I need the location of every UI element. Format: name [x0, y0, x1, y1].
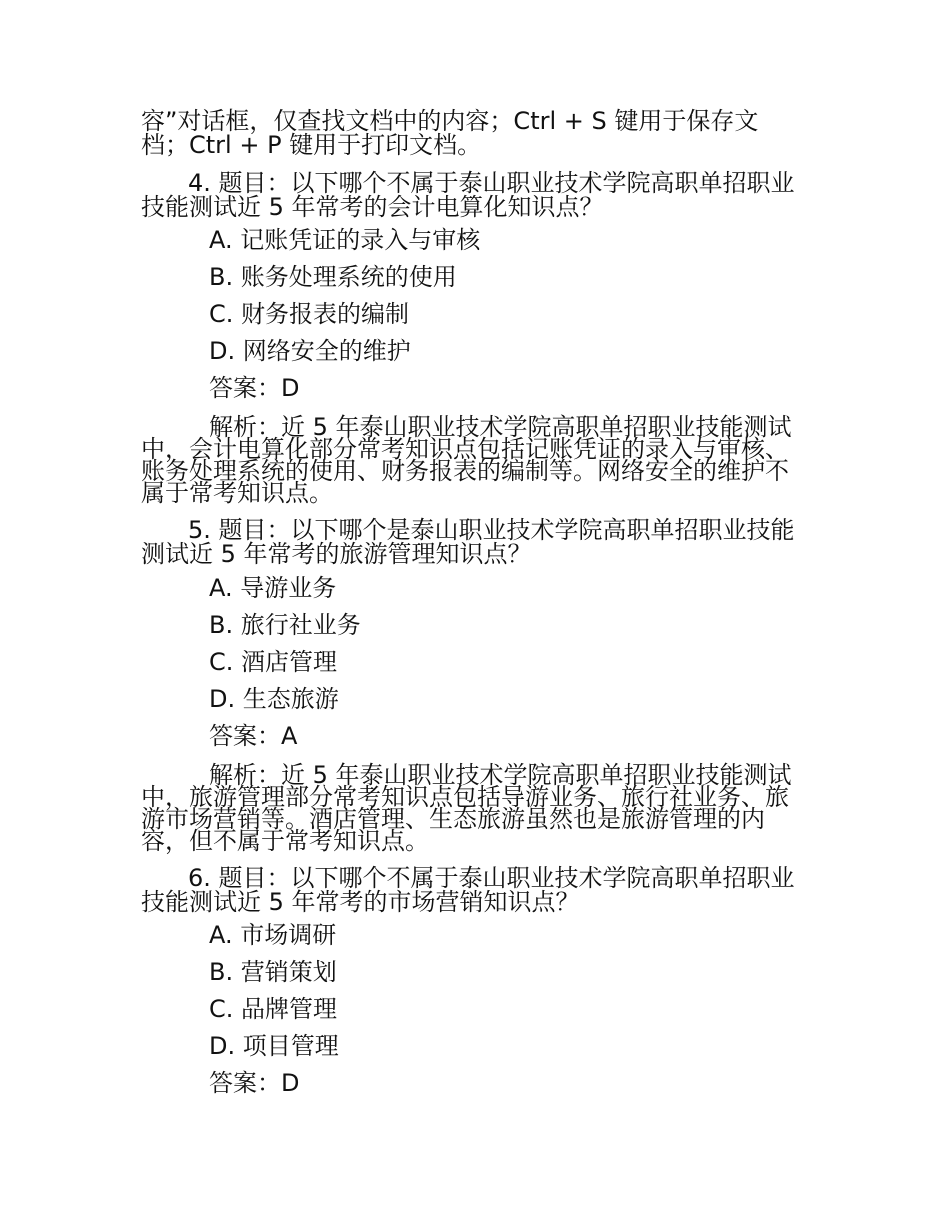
- intro-line-2: 档；Ctrl + P 键用于打印文档。: [141, 131, 482, 159]
- q5-answer: 答案：A: [209, 722, 298, 750]
- q5-explanation-line-2: 中，旅游管理部分常考知识点包括导游业务、旅行社业务、旅: [141, 783, 789, 811]
- intro-line-1: 容”对话框，仅查找文档中的内容；Ctrl + S 键用于保存文: [141, 107, 759, 135]
- q5-option-b: B. 旅行社业务: [209, 611, 361, 639]
- q4-explanation-line-2: 中，会计电算化部分常考知识点包括记账凭证的录入与审核、: [141, 435, 789, 463]
- q4-option-a: A. 记账凭证的录入与审核: [209, 226, 481, 254]
- q5-question-line-2: 测试近 5 年常考的旅游管理知识点？: [141, 540, 532, 568]
- q5-question-line-1: 5. 题目：以下哪个是泰山职业技术学院高职单招职业技能: [188, 516, 795, 544]
- q6-option-a: A. 市场调研: [209, 921, 337, 949]
- q6-answer: 答案：D: [209, 1069, 300, 1097]
- q4-answer: 答案：D: [209, 374, 300, 402]
- q6-option-b: B. 营销策划: [209, 958, 337, 986]
- q5-option-a: A. 导游业务: [209, 574, 337, 602]
- q6-option-c: C. 品牌管理: [209, 995, 338, 1023]
- q4-option-d: D. 网络安全的维护: [209, 337, 411, 365]
- q4-question-line-1: 4. 题目：以下哪个不属于泰山职业技术学院高职单招职业: [188, 169, 795, 197]
- q6-question-line-2: 技能测试近 5 年常考的市场营销知识点？: [141, 888, 580, 916]
- q5-explanation-line-1: 解析：近 5 年泰山职业技术学院高职单招职业技能测试: [209, 761, 792, 789]
- q4-option-b: B. 账务处理系统的使用: [209, 263, 457, 291]
- q5-explanation-line-4: 容，但不属于常考知识点。: [141, 827, 429, 855]
- q5-option-c: C. 酒店管理: [209, 648, 338, 676]
- q4-explanation-line-4: 属于常考知识点。: [141, 479, 333, 507]
- q6-question-line-1: 6. 题目：以下哪个不属于泰山职业技术学院高职单招职业: [188, 864, 795, 892]
- q5-option-d: D. 生态旅游: [209, 685, 339, 713]
- q4-option-c: C. 财务报表的编制: [209, 300, 410, 328]
- q4-question-line-2: 技能测试近 5 年常考的会计电算化知识点？: [141, 193, 604, 221]
- q4-explanation-line-1: 解析：近 5 年泰山职业技术学院高职单招职业技能测试: [209, 413, 792, 441]
- q6-option-d: D. 项目管理: [209, 1032, 339, 1060]
- q4-explanation-line-3: 账务处理系统的使用、财务报表的编制等。网络安全的维护不: [141, 457, 789, 485]
- q5-explanation-line-3: 游市场营销等。酒店管理、生态旅游虽然也是旅游管理的内: [141, 805, 765, 833]
